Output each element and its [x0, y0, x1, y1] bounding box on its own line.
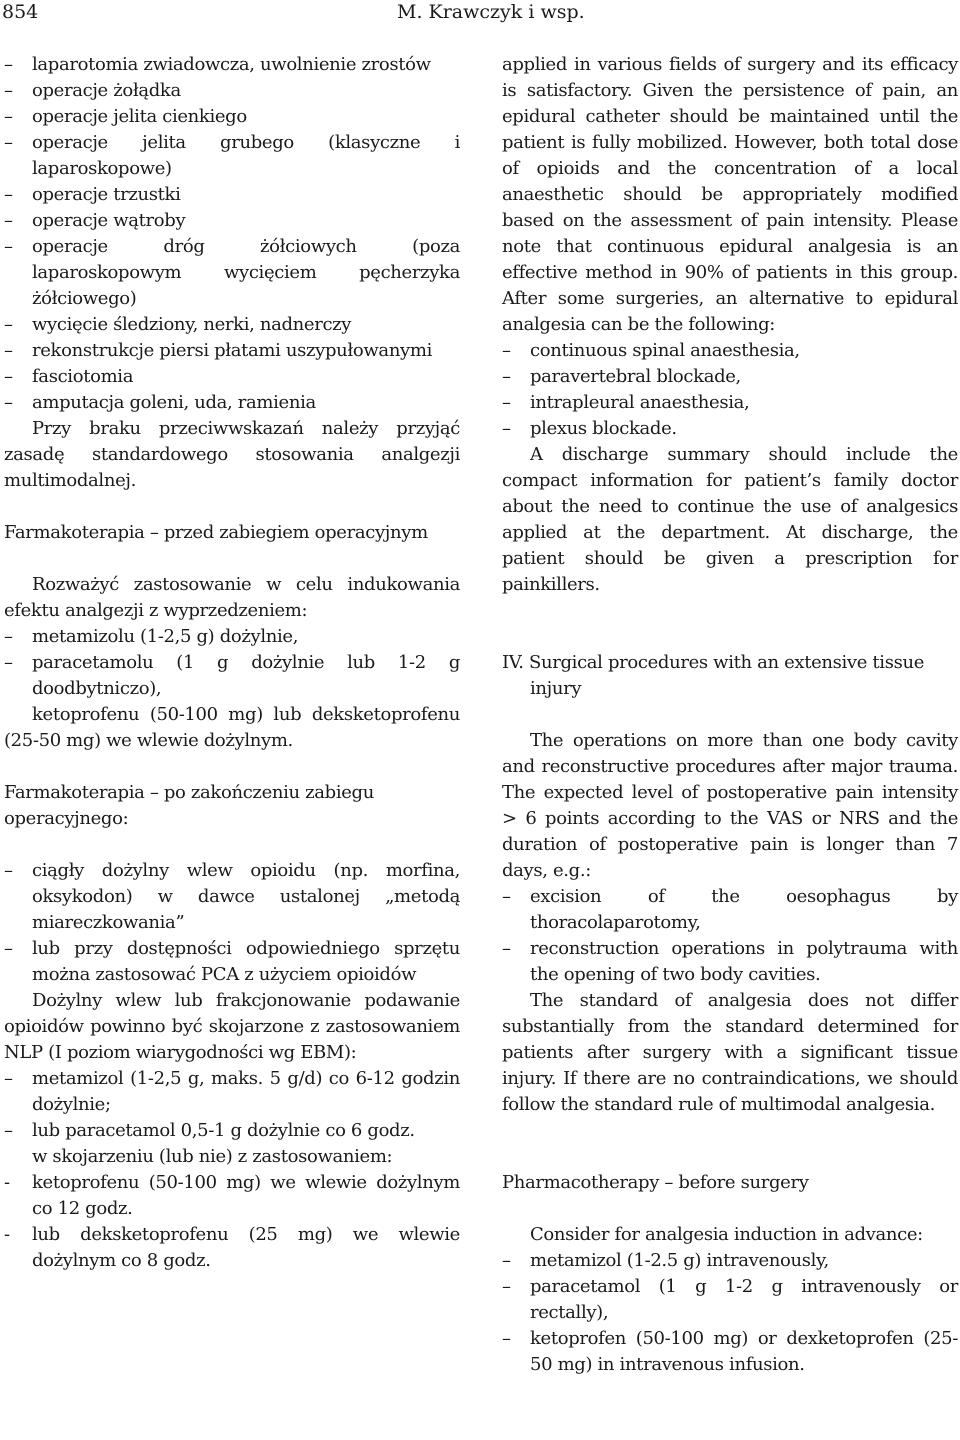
sublist-item: - lub deksketoprofenu (25 mg) we wlewie dożylnym co 8 godz. — [4, 1224, 460, 1271]
section-heading: IV. Surgical procedures with an extensive tissue injury — [502, 652, 925, 699]
list-item: – metamizol (1-2,5 g, maks. 5 g/d) co 6-12 godzin dożylnie; — [4, 1068, 460, 1115]
right-column — [502, 52, 958, 1378]
list-item: – lub przy dostępności odpowiedniego sprzętu można zastosować PCA z użyciem opioidów — [4, 938, 460, 985]
paragraph: A discharge summary should include the compact information for patient’s family doctor about the need to continue the use of analgesics applied at the department. At discharge, the patient should be given a prescription for painkillers. — [502, 444, 958, 595]
list-item: – intrapleural anaesthesia, — [502, 392, 750, 413]
running-head: M. Krawczyk i wsp. — [397, 1, 585, 23]
list-item: – continuous spinal anaesthesia, — [502, 340, 800, 361]
list-item: – operacje żołądka — [4, 80, 181, 101]
list-item: – paracetamol (1 g 1-2 g intravenously or rectally), — [502, 1276, 958, 1323]
list-item: – amputacja goleni, uda, ramienia — [4, 392, 316, 413]
list-item: ketoprofenu (50-100 mg) lub deksketoprofenu (25-50 mg) we wlewie dożylnym. — [4, 704, 460, 751]
list-item: – operacje wątroby — [4, 210, 186, 231]
list-item: – paracetamolu (1 g dożylnie lub 1-2 g doodbytniczo), — [4, 652, 460, 699]
list-item: – reconstruction operations in polytrauma with the opening of two body cavities. — [502, 938, 958, 985]
list-item: – operacje dróg żółciowych (poza laparoskopowym wycięciem pęcherzyka żółciowego) — [4, 236, 460, 309]
procedure-list — [4, 52, 460, 416]
list-item: – wycięcie śledziony, nerki, nadnerczy — [4, 314, 352, 335]
list-item: – lub paracetamol 0,5-1 g dożylnie co 6 godz. — [4, 1120, 415, 1141]
list-item: – operacje jelita cienkiego — [4, 106, 247, 127]
section-heading: Farmakoterapia – po zakończeniu zabiegu operacyjnego: — [4, 782, 374, 829]
list-item: – operacje trzustki — [4, 184, 181, 205]
section-heading: Pharmacotherapy – before surgery — [502, 1172, 809, 1193]
list-item: – metamizol (1-2.5 g) intravenously, — [502, 1250, 829, 1271]
list-item: – paravertebral blockade, — [502, 366, 741, 387]
list-item: – laparotomia zwiadowcza, uwolnienie zrostów — [4, 54, 431, 75]
list-item: – ciągły dożylny wlew opioidu (np. morfina, oksykodon) w dawce ustalonej „metodą miareczkowania” — [4, 860, 460, 933]
list-item: – metamizolu (1-2,5 g) dożylnie, — [4, 626, 299, 647]
sublist-item: - ketoprofenu (50-100 mg) we wlewie dożylnym co 12 godz. — [4, 1172, 460, 1219]
list-item: – excision of the oesophagus by thoracolaparotomy, — [502, 886, 958, 933]
paragraph: Dożylny wlew lub frakcjonowanie podawanie opioidów powinno być skojarzone z zastosowaniem NLP (I poziom wiarygodności wg EBM): — [4, 990, 460, 1063]
page-number: 854 — [2, 1, 39, 23]
list-item: – rekonstrukcje piersi płatami uszypułowanymi — [4, 340, 433, 361]
page-header — [0, 0, 960, 30]
paragraph: The operations on more than one body cavity and reconstructive procedures after major trauma. The expected level of postoperative pain intensity > 6 points according to the VAS or NRS and the duration of postoperative pain is longer than 7 days, e.g.: — [502, 730, 958, 881]
left-column — [4, 52, 460, 1274]
paragraph: applied in various fields of surgery and its efficacy is satisfactory. Given the persistence of pain, an epidural catheter should be maintained until the patient is fully mobilized. However, both total dose of opioids and the concentration of a local anaesthetic should be appropriately modified based on the assessment of pain intensity. Please note that continuous epidural analgesia is an effective method in 90% of patients in this group. After some surgeries, an alternative to epidural analgesia can be the following: — [502, 54, 958, 335]
paragraph: Przy braku przeciwwskazań należy przyjąć zasadę standardowego stosowania analgezji multimodalnej. — [4, 418, 460, 491]
list-item: – fasciotomia — [4, 366, 134, 387]
list-item: – operacje jelita grubego (klasyczne i laparoskopowe) — [4, 132, 460, 179]
list-item: w skojarzeniu (lub nie) z zastosowaniem: — [32, 1146, 393, 1167]
paragraph: The standard of analgesia does not differ substantially from the standard determined for patients after surgery with a significant tissue injury. If there are no contraindications, we should follow the standard rule of multimodal analgesia. — [502, 990, 958, 1115]
section-heading: Farmakoterapia – przed zabiegiem operacyjnym — [4, 522, 428, 543]
list-item: – ketoprofen (50-100 mg) or dexketoprofen (25-50 mg) in intravenous infusion. — [502, 1328, 958, 1375]
list-item: – plexus blockade. — [502, 418, 677, 439]
paragraph: Rozważyć zastosowanie w celu indukowania efektu analgezji z wyprzedzeniem: — [4, 574, 460, 621]
paragraph: Consider for analgesia induction in advance: — [530, 1224, 923, 1245]
